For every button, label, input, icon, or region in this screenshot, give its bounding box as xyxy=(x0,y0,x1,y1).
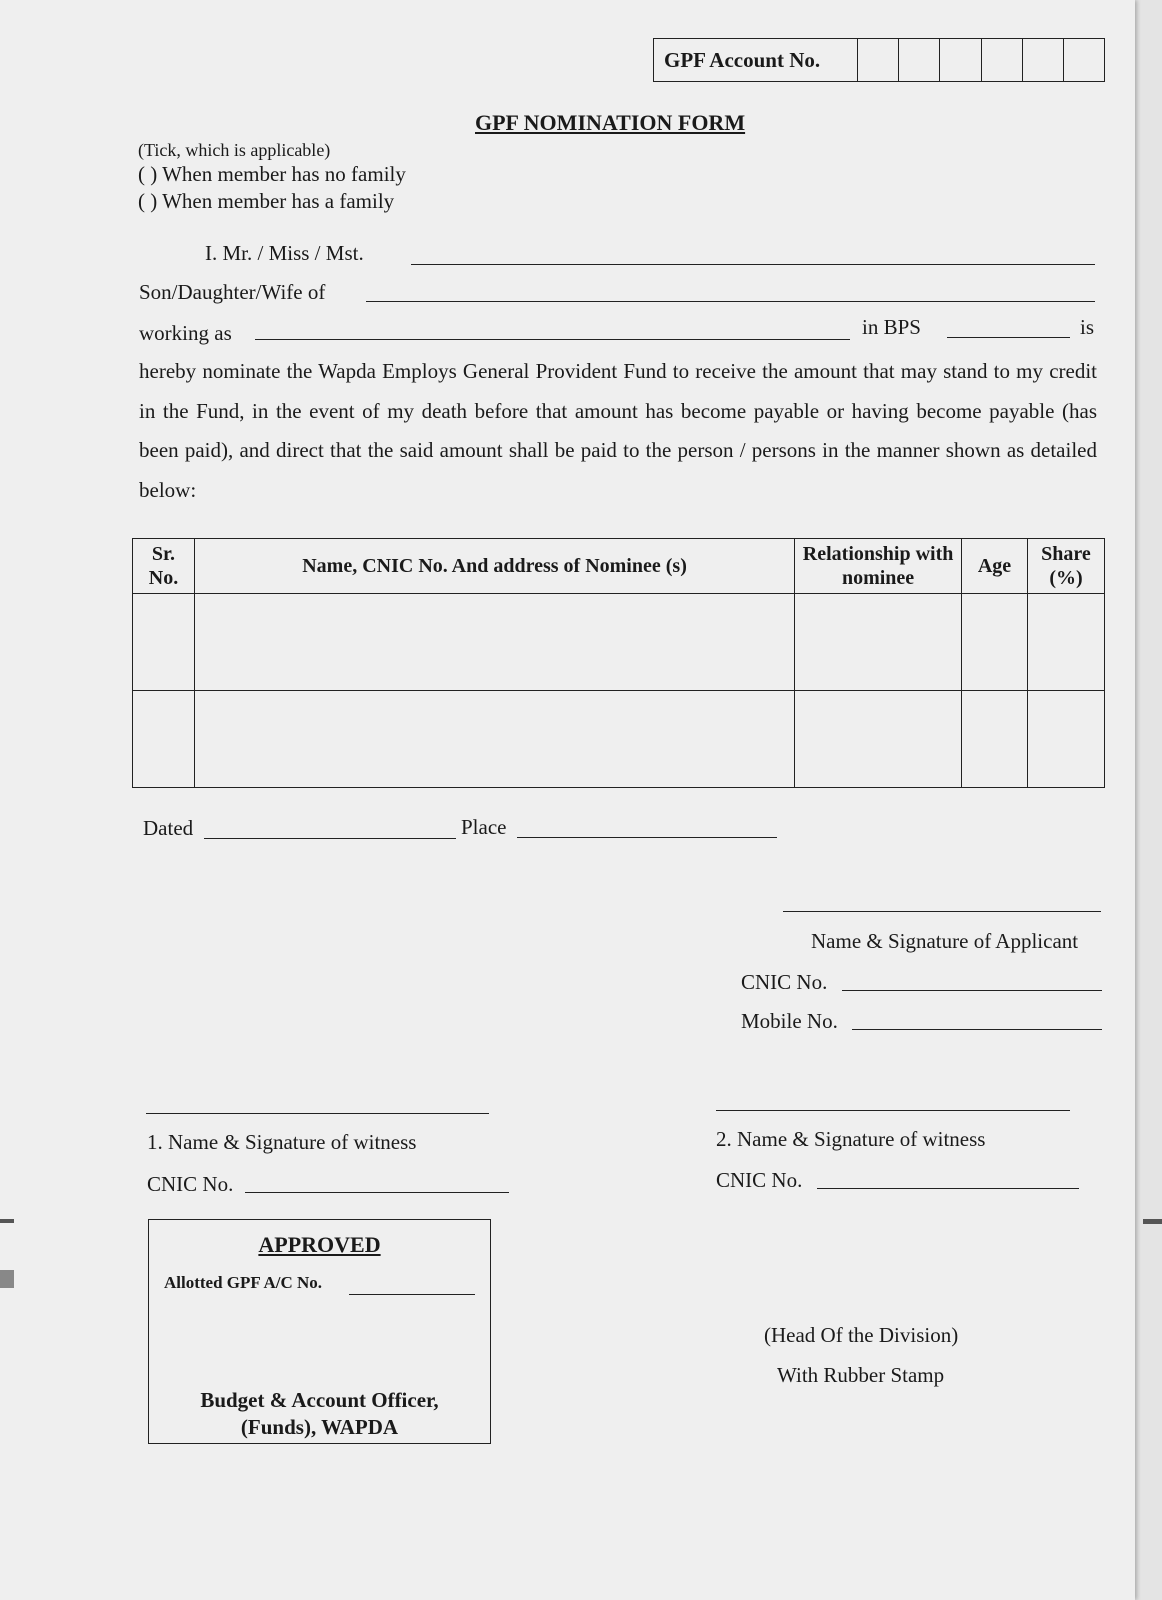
witness2-signature-line[interactable] xyxy=(716,1110,1070,1111)
applicant-cnic-line[interactable] xyxy=(842,990,1102,991)
witness2-cnic-line[interactable] xyxy=(817,1188,1079,1189)
allotted-gpf-line[interactable] xyxy=(349,1294,475,1295)
is-label: is xyxy=(1080,315,1095,339)
cell-age[interactable] xyxy=(962,691,1028,788)
allotted-gpf-label: Allotted GPF A/C No. xyxy=(164,1273,323,1292)
option-no-family[interactable]: ( ) When member has no family xyxy=(138,162,406,186)
place-label: Place xyxy=(461,815,507,839)
applicant-cnic-label: CNIC No. xyxy=(741,970,828,994)
designation-field-line[interactable] xyxy=(255,339,850,340)
account-digit-cell[interactable] xyxy=(940,39,981,81)
cell-share[interactable] xyxy=(1027,691,1104,788)
option-has-family[interactable]: ( ) When member has a family xyxy=(138,189,395,213)
col-age: Age xyxy=(962,539,1028,594)
account-digit-cell[interactable] xyxy=(982,39,1023,81)
scan-edge-mark xyxy=(1143,1219,1162,1224)
tick-instruction: (Tick, which is applicable) xyxy=(138,140,331,160)
cell-share[interactable] xyxy=(1027,594,1104,691)
account-digit-cell[interactable] xyxy=(1064,39,1104,81)
account-digit-cell[interactable] xyxy=(899,39,940,81)
witness1-cnic-line[interactable] xyxy=(245,1192,509,1193)
gpf-account-box xyxy=(653,38,1105,82)
col-sr-no: Sr. No. xyxy=(133,539,195,594)
cell-relationship[interactable] xyxy=(795,691,962,788)
name-field-line[interactable] xyxy=(411,264,1095,265)
officer-signature-block xyxy=(149,1387,490,1441)
approved-heading: APPROVED xyxy=(258,1232,381,1257)
place-field-line[interactable] xyxy=(517,837,777,838)
approved-box xyxy=(148,1219,491,1444)
witness1-label: 1. Name & Signature of witness xyxy=(147,1130,417,1154)
gpf-account-label: GPF Account No. xyxy=(654,39,858,81)
witness2-cnic-label: CNIC No. xyxy=(716,1168,803,1192)
declaration-text: hereby nominate the Wapda Employs General Provident Fund to receive the amount that may stand to my credit in the Fund, in the event of my death before that amount has become payable or having become payable (has been paid), and direct that the said amount shall be paid to the person / persons in the manner shown as detailed below: xyxy=(139,359,1097,502)
scan-edge-mark xyxy=(0,1270,14,1288)
date-field-line[interactable] xyxy=(204,838,456,839)
form-title: GPF NOMINATION FORM xyxy=(475,110,746,135)
name-prefix-label: I. Mr. / Miss / Mst. xyxy=(205,241,364,265)
applicant-mobile-label: Mobile No. xyxy=(741,1009,838,1033)
in-bps-label: in BPS xyxy=(862,315,921,339)
officer-line1: Budget & Account Officer, xyxy=(200,1388,439,1412)
relation-label: Son/Daughter/Wife of xyxy=(139,280,326,304)
applicant-signature-label: Name & Signature of Applicant xyxy=(811,929,1079,953)
applicant-mobile-line[interactable] xyxy=(852,1029,1102,1030)
cell-relationship[interactable] xyxy=(795,594,962,691)
witness1-cnic-label: CNIC No. xyxy=(147,1172,234,1196)
table-row xyxy=(133,691,1105,788)
rubber-stamp-label: With Rubber Stamp xyxy=(777,1363,945,1387)
head-of-division-label: (Head Of the Division) xyxy=(764,1323,959,1347)
witness1-signature-line[interactable] xyxy=(146,1113,489,1114)
applicant-signature-line[interactable] xyxy=(783,911,1101,912)
col-nominee-name: Name, CNIC No. And address of Nominee (s) xyxy=(194,539,794,594)
nominee-table xyxy=(132,538,1105,788)
cell-name[interactable] xyxy=(194,691,794,788)
scan-edge-mark xyxy=(0,1219,14,1223)
table-header-row xyxy=(133,539,1105,594)
officer-line2: (Funds), WAPDA xyxy=(240,1415,399,1439)
witness2-label: 2. Name & Signature of witness xyxy=(716,1127,986,1151)
relation-field-line[interactable] xyxy=(366,301,1095,302)
dated-label: Dated xyxy=(143,816,194,840)
cell-name[interactable] xyxy=(194,594,794,691)
cell-sr[interactable] xyxy=(133,594,195,691)
account-digit-cell[interactable] xyxy=(1023,39,1064,81)
cell-age[interactable] xyxy=(962,594,1028,691)
account-digit-cell[interactable] xyxy=(858,39,899,81)
col-share: Share (%) xyxy=(1027,539,1104,594)
table-row xyxy=(133,594,1105,691)
col-relationship: Relationship with nominee xyxy=(795,539,962,594)
working-as-label: working as xyxy=(139,321,232,345)
bps-field-line[interactable] xyxy=(947,337,1070,338)
cell-sr[interactable] xyxy=(133,691,195,788)
